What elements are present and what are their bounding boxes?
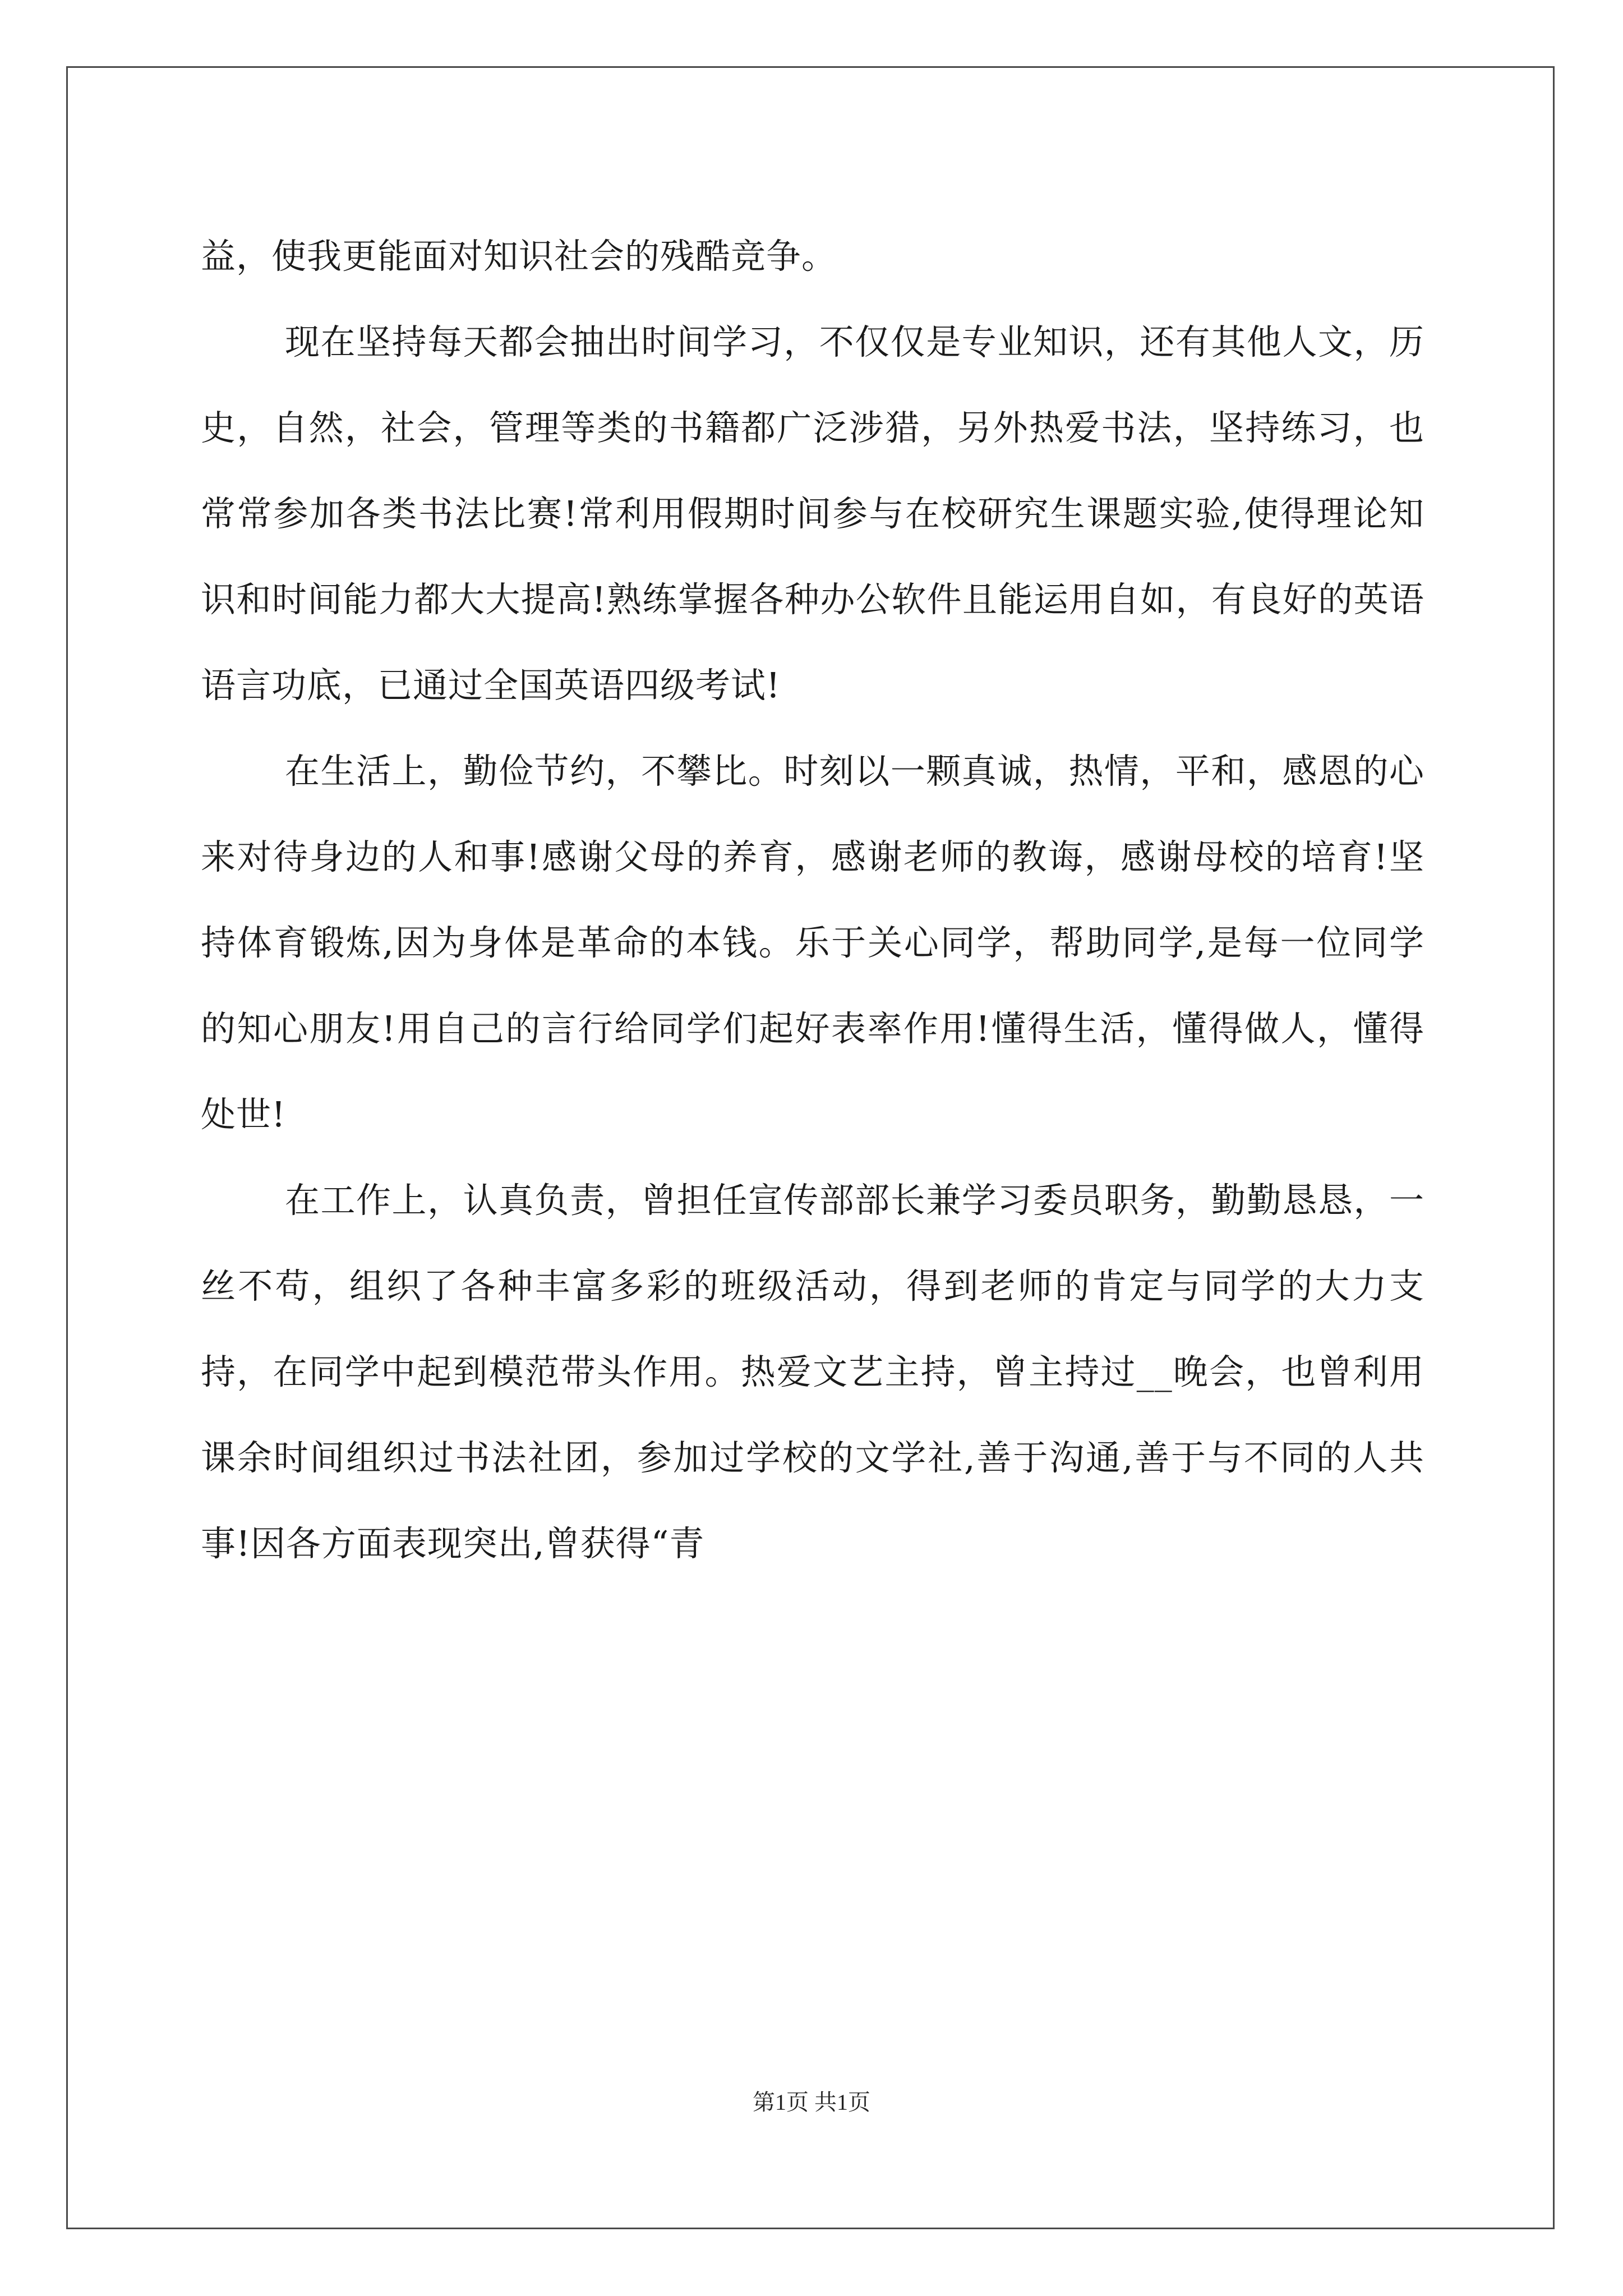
page-number-footer: 第1页 共1页	[753, 2090, 870, 2115]
paragraph-3: 在生活上，勤俭节约，不攀比。时刻以一颗真诚，热情，平和，感恩的心来对待身边的人和事!感谢父母的养育，感谢老师的教诲，感谢母校的培育!坚持体育锻炼,因为身体是革命的本钱。乐于关心同学，帮助同学,是每一位同学的知心朋友!用自己的言行给同学们起好表率作用!懂得生活，懂得做人，懂得处世!	[201, 751, 1424, 1135]
paragraph-1: 益，使我更能面对知识社会的残酷竞争。	[201, 236, 837, 277]
paragraph-2: 现在坚持每天都会抽出时间学习，不仅仅是专业知识，还有其他人文，历史，自然，社会，管理等类的书籍都广泛涉猎，另外热爱书法，坚持练习，也常常参加各类书法比赛!常利用假期时间参与在校研究生课题实验,使得理论知识和时间能力都大大提高!熟练掌握各种办公软件且能运用自如，有良好的英语语言功底，已通过全国英语四级考试!	[201, 321, 1424, 706]
document-body	[201, 213, 1424, 1586]
paragraph-4: 在工作上，认真负责，曾担任宣传部部长兼学习委员职务，勤勤恳恳，一丝不苟，组织了各种丰富多彩的班级活动，得到老师的肯定与同学的大力支持，在同学中起到模范带头作用。热爱文艺主持，曾主持过__晚会，也曾利用课余时间组织过书法社团，参加过学校的文学社,善于沟通,善于与不同的人共事!因各方面表现突出,曾获得“青	[201, 1180, 1424, 1564]
